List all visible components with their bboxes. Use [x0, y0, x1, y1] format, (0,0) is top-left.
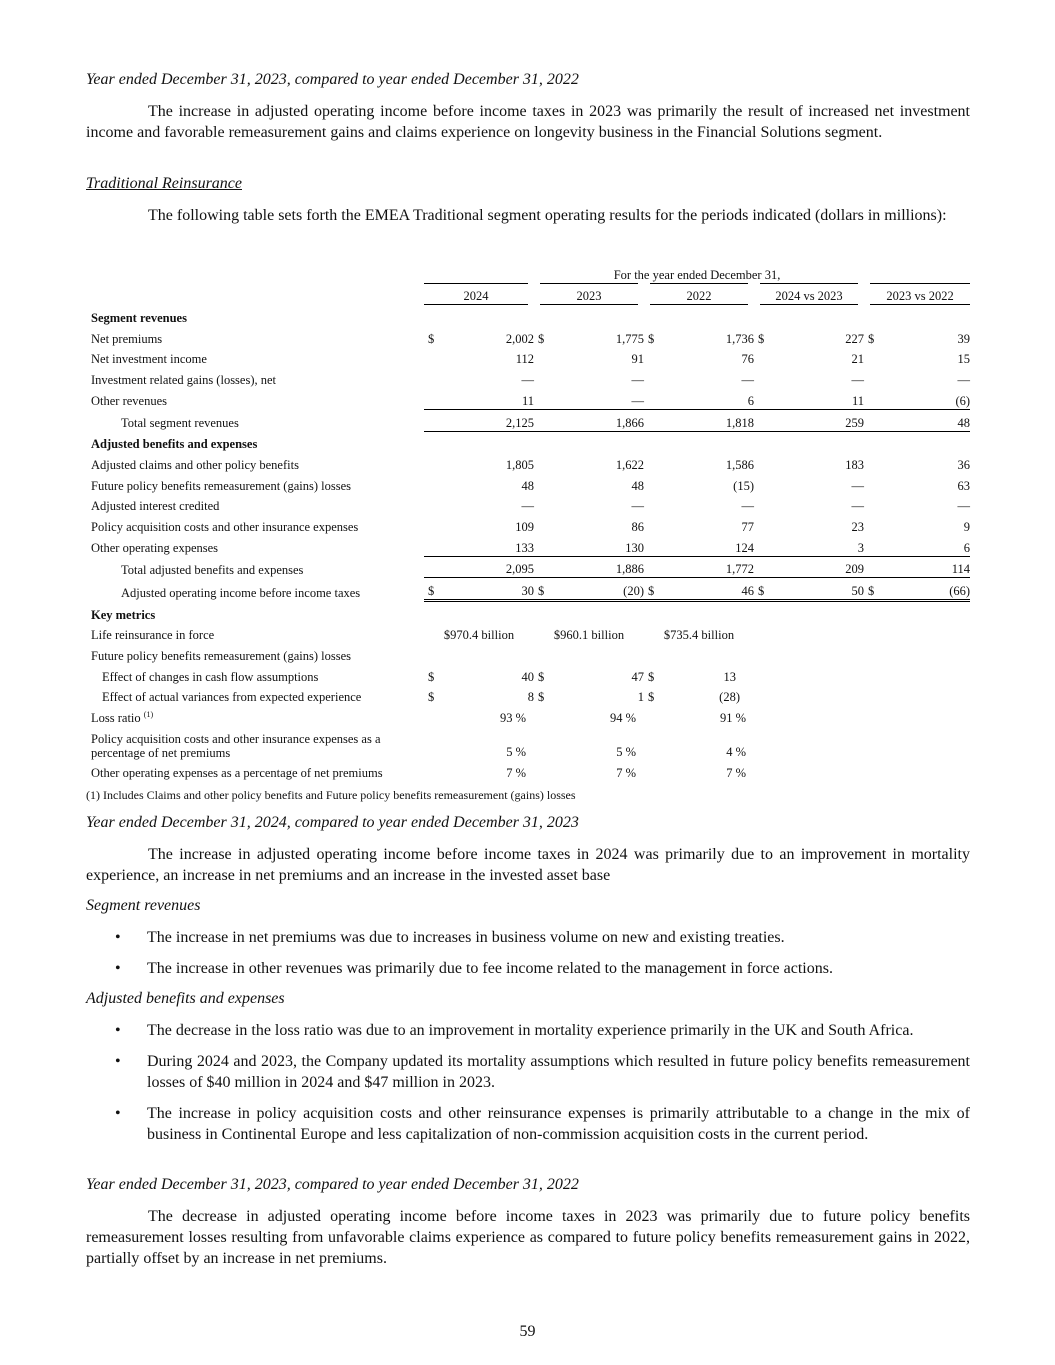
- table-row: Future policy benefits remeasurement (gains) losses 48 48 (15) — 63: [86, 473, 970, 494]
- table-row: Other revenues 11 — 6 11 (6): [86, 388, 970, 409]
- row-label: Loss ratio $^{(1)}$: [91, 709, 154, 726]
- col-header-2023-vs-2022: 2023 vs 2022: [864, 283, 970, 305]
- table-row: [86, 305, 970, 326]
- row-label: Adjusted operating income before income taxes: [121, 585, 361, 600]
- segment-results-table: [86, 262, 970, 781]
- paragraph-2023-summary: The increase in adjusted operating income before income taxes in 2023 was primarily the result of increased net investment income and favorable remeasurement gains and claims experience on longevity business in the Financial Solutions segment.: [86, 103, 970, 141]
- segment-revenues-heading: Segment revenues: [86, 897, 201, 914]
- row-label: Other operating expenses as a percentage of net premiums: [91, 765, 383, 780]
- list-item: • The increase in net premiums was due to increases in business volume on new and existing treaties.: [115, 929, 785, 946]
- table-row: Investment related gains (losses), net — — — — —: [86, 367, 970, 388]
- table-row: Other operating expenses as a percentage of net premiums 7 % 7 % 7 %: [86, 760, 970, 781]
- table-row: Effect of changes in cash flow assumptions $ 40 $ 47 $ 13: [86, 664, 970, 685]
- table-row: [86, 431, 970, 452]
- segment-revenues-bullets: [86, 927, 970, 979]
- list-item: • The decrease in the loss ratio was due to an improvement in mortality experience primarily in the UK and South Africa.: [115, 1022, 914, 1039]
- table-row: Other operating expenses 133 130 124 3 6: [86, 535, 970, 556]
- row-label: Net premiums: [91, 331, 163, 346]
- row-label: Total segment revenues: [121, 416, 239, 430]
- row-label: Segment revenues: [91, 311, 187, 326]
- table-row: Loss ratio $^{(1)}$ 93 % 94 % 91 %: [86, 705, 970, 726]
- row-label: Investment related gains (losses), net: [91, 373, 277, 388]
- row-label: Net investment income: [91, 352, 207, 367]
- table-row-grand-total: Adjusted operating income before income taxes $ 30 $ (20) $ 46 $ 50 $ (66): [86, 578, 970, 601]
- table-row-total: Total adjusted benefits and expenses 2,095 1,886 1,772 209 114: [86, 556, 970, 578]
- table-super-header-row: [86, 262, 970, 283]
- adjusted-benefits-bullets: [86, 1020, 970, 1145]
- row-label: Future policy benefits remeasurement (gains) losses: [91, 649, 351, 664]
- table-header-row: [86, 283, 970, 305]
- table-row: Adjusted interest credited — — — — —: [86, 494, 970, 515]
- row-label: Adjusted benefits and expenses: [91, 437, 258, 452]
- list-item: • The increase in other revenues was primarily due to fee income related to the management in force actions.: [115, 960, 833, 977]
- row-label: Policy acquisition costs and other insurance expenses as a percentage of net premiums: [91, 732, 381, 761]
- row-label: Key metrics: [91, 607, 156, 622]
- row-label: Other revenues: [91, 394, 168, 409]
- col-header-2023: 2023: [534, 283, 644, 305]
- row-label: Policy acquisition costs and other insurance expenses: [91, 519, 359, 534]
- row-label: Total adjusted benefits and expenses: [121, 562, 304, 577]
- super-header: For the year ended December 31,: [424, 262, 970, 283]
- row-label: Other operating expenses: [91, 541, 219, 556]
- table-row: Net premiums $ 2,002 $ 1,775 $ 1,736 $ 227 $ 39: [86, 326, 970, 347]
- list-item: • During 2024 and 2023, the Company updated its mortality assumptions which resulted in future policy benefits remeasurement losses of $40 million in 2024 and $47 million in 2023.: [115, 1053, 970, 1091]
- traditional-reinsurance-heading: Traditional Reinsurance: [86, 175, 242, 192]
- row-label: Adjusted claims and other policy benefits: [91, 457, 299, 472]
- adjusted-benefits-heading: Adjusted benefits and expenses: [86, 990, 285, 1007]
- page-number: 59: [519, 1323, 536, 1340]
- paragraph-2024-summary: The increase in adjusted operating income before income taxes in 2024 was primarily due to an improvement in mortality experience, an increase in net premiums and an increase in the invested asset base: [86, 846, 970, 884]
- table-row: [86, 643, 970, 664]
- col-header-2022: 2022: [644, 283, 754, 305]
- table-row: Policy acquisition costs and other insurance expenses as a percentage of net premiums 5 % 5 % 4 %: [86, 726, 970, 760]
- table-row: Effect of actual variances from expected experience $ 8 $ 1 $ (28): [86, 685, 970, 706]
- list-item: • The increase in policy acquisition costs and other reinsurance expenses is primarily attributable to a change in the mix of business in Continental Europe and less capitalization of non-commission acquisition costs in the current period.: [115, 1105, 970, 1143]
- table-row: Policy acquisition costs and other insurance expenses 109 86 77 23 9: [86, 514, 970, 535]
- col-header-2024: 2024: [424, 283, 534, 305]
- table-footnote: (1) Includes Claims and other policy benefits and Future policy benefits remeasurement (gains) losses: [86, 788, 576, 802]
- table-row: [86, 601, 970, 623]
- section-heading-2023-vs-2022-b: Year ended December 31, 2023, compared to year ended December 31, 2022: [86, 1176, 579, 1193]
- section-heading-2024-vs-2023: Year ended December 31, 2024, compared to year ended December 31, 2023: [86, 814, 579, 831]
- row-label: Adjusted interest credited: [91, 499, 220, 514]
- table-intro-paragraph: The following table sets forth the EMEA Traditional segment operating results for the periods indicated (dollars in millions):: [148, 207, 947, 224]
- table-row: Adjusted claims and other policy benefits 1,805 1,622 1,586 183 36: [86, 452, 970, 473]
- col-header-2024-vs-2023: 2024 vs 2023: [754, 283, 864, 305]
- table-row: Life reinsurance in force $970.4 billion $960.1 billion $735.4 billion: [86, 623, 970, 644]
- table-row-total: Total segment revenues 2,125 1,866 1,818 259 48: [86, 409, 970, 431]
- section-heading-2023-vs-2022: Year ended December 31, 2023, compared to year ended December 31, 2022: [86, 71, 579, 88]
- row-label: Future policy benefits remeasurement (gains) losses: [91, 478, 351, 493]
- table-row: Net investment income 112 91 76 21 15: [86, 347, 970, 368]
- row-label: Life reinsurance in force: [91, 628, 215, 643]
- row-label: Effect of changes in cash flow assumptions: [102, 669, 319, 684]
- row-label: Effect of actual variances from expected experience: [102, 690, 362, 705]
- paragraph-2023-decrease: The decrease in adjusted operating income before income taxes in 2023 was primarily due to future policy benefits remeasurement losses resulting from unfavorable claims experience as compared to future policy benefits remeasurement gains in 2022, partially offset by an increase in net premiums.: [86, 1208, 970, 1267]
